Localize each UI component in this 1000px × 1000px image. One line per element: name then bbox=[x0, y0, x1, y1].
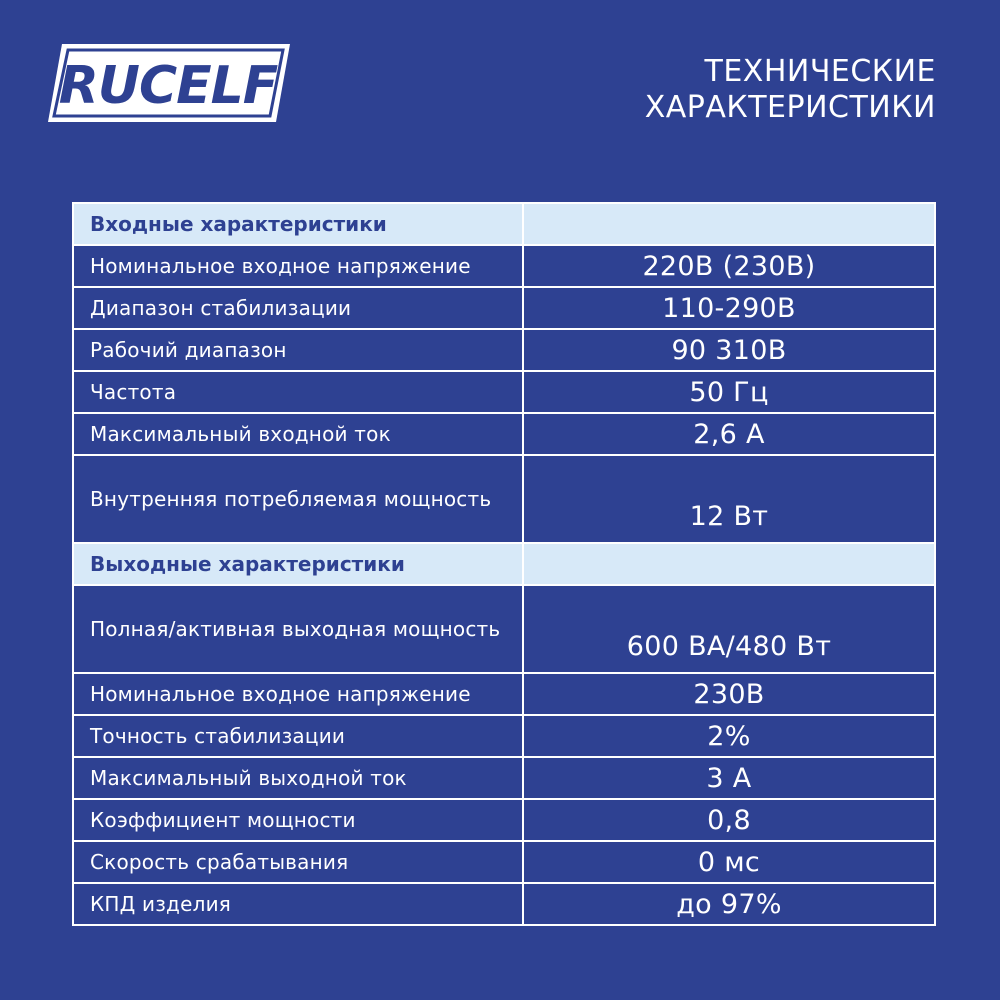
spec-label: КПД изделия bbox=[73, 883, 523, 925]
spec-label: Точность стабилизации bbox=[73, 715, 523, 757]
spec-value: 90 310В bbox=[523, 329, 935, 371]
spec-value: 110-290В bbox=[523, 287, 935, 329]
output-section-header bbox=[73, 543, 935, 585]
rucelf-logo bbox=[48, 44, 290, 122]
table-row bbox=[73, 371, 935, 413]
logo-graphic bbox=[48, 44, 290, 122]
spec-value: 600 ВА/480 Вт bbox=[523, 585, 935, 673]
section-title: Входные характеристики bbox=[73, 203, 523, 245]
table-row bbox=[73, 799, 935, 841]
section-empty-cell bbox=[523, 203, 935, 245]
spec-label: Номинальное входное напряжение bbox=[73, 245, 523, 287]
table-row bbox=[73, 757, 935, 799]
table-row bbox=[73, 245, 935, 287]
section-empty-cell bbox=[523, 543, 935, 585]
logo-text: RUCELF bbox=[58, 56, 278, 116]
section-title: Выходные характеристики bbox=[73, 543, 523, 585]
spec-value: 220В (230В) bbox=[523, 245, 935, 287]
spec-label: Скорость срабатывания bbox=[73, 841, 523, 883]
table-row bbox=[73, 883, 935, 925]
table-row bbox=[73, 455, 935, 543]
spec-value: 50 Гц bbox=[523, 371, 935, 413]
spec-value: 3 А bbox=[523, 757, 935, 799]
spec-label: Полная/активная выходная мощность bbox=[73, 585, 523, 673]
spec-label: Внутренняя потребляемая мощность bbox=[73, 455, 523, 543]
input-section-header bbox=[73, 203, 935, 245]
spec-label: Максимальный входной ток bbox=[73, 413, 523, 455]
table-row bbox=[73, 287, 935, 329]
table-row bbox=[73, 841, 935, 883]
spec-value: 12 Вт bbox=[523, 455, 935, 543]
page-title-line-1: ТЕХНИЧЕСКИЕ bbox=[704, 54, 936, 89]
spec-label: Коэффициент мощности bbox=[73, 799, 523, 841]
spec-label: Максимальный выходной ток bbox=[73, 757, 523, 799]
spec-label: Рабочий диапазон bbox=[73, 329, 523, 371]
spec-value: 2,6 А bbox=[523, 413, 935, 455]
table-row bbox=[73, 329, 935, 371]
page-title bbox=[645, 54, 936, 126]
spec-value: 230В bbox=[523, 673, 935, 715]
spec-value: 0,8 bbox=[523, 799, 935, 841]
table-row bbox=[73, 585, 935, 673]
spec-value: 2% bbox=[523, 715, 935, 757]
page-title-line-2: ХАРАКТЕРИСТИКИ bbox=[644, 90, 936, 125]
table-row bbox=[73, 715, 935, 757]
spec-label: Диапазон стабилизации bbox=[73, 287, 523, 329]
spec-value: 0 мс bbox=[523, 841, 935, 883]
table-row bbox=[73, 673, 935, 715]
spec-label: Номинальное входное напряжение bbox=[73, 673, 523, 715]
specifications-table bbox=[72, 202, 936, 926]
spec-value: до 97% bbox=[523, 883, 935, 925]
spec-label: Частота bbox=[73, 371, 523, 413]
table-row bbox=[73, 413, 935, 455]
